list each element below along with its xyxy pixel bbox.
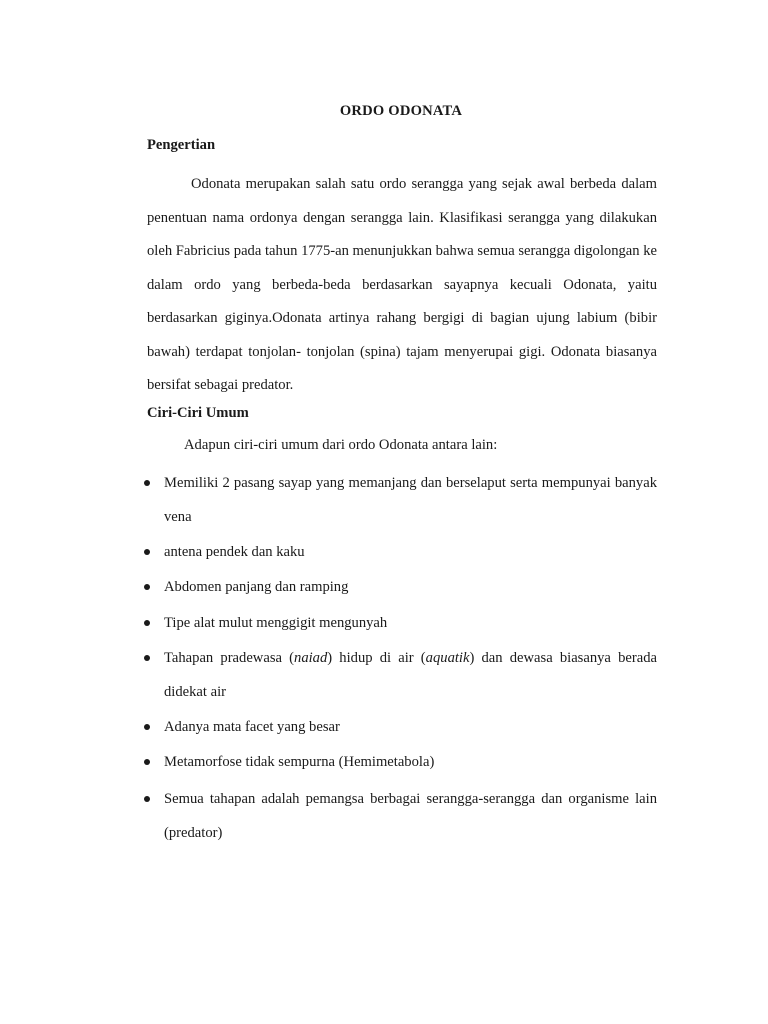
- section-heading-ciri-ciri-umum: Ciri-Ciri Umum: [147, 405, 249, 421]
- paragraph-pengertian: Odonata merupakan salah satu ordo serangga yang sejak awal berbeda dalam penentuan nama ordonya dengan serangga lain. Klasifikasi serangga yang dilakukan oleh Fabricius pada tahun 1775-an menunjukkan bahwa semua serangga digolongan ke dalam ordo yang berbeda-beda berdasarkan sayapnya kecuali Odonata, yaitu berdasarkan giginya.Odonata artinya rahang bergigi di bagian ujung labium (bibir bawah) terdapat tonjolan- tonjolan (spina) tajam menyerupai gigi. Odonata biasanya bersifat sebagai predator.: [147, 176, 657, 393]
- list-item-text: Metamorfose tidak sempurna (Hemimetabola): [164, 754, 435, 770]
- list-item-text: Adanya mata facet yang besar: [164, 719, 340, 735]
- list-item: [164, 782, 657, 850]
- term-naiad: naiad: [294, 650, 328, 666]
- list-item: [164, 641, 657, 709]
- bullet-dot-icon: [144, 549, 150, 555]
- list-item-text: antena pendek dan kaku: [164, 544, 305, 560]
- document-title: ORDO ODONATA: [339, 103, 463, 119]
- bullet-dot-icon: [144, 724, 150, 730]
- bullet-dot-icon: [144, 584, 150, 590]
- list-item: [164, 570, 657, 604]
- list-item-text: Memiliki 2 pasang sayap yang memanjang dan berselaput serta mempunyai banyak vena: [164, 475, 657, 525]
- list-item: [164, 710, 657, 744]
- term-aquatik: aquatik: [425, 650, 470, 666]
- bullet-dot-icon: [144, 759, 150, 765]
- list-item-text: Abdomen panjang dan ramping: [164, 579, 349, 595]
- list-item: [164, 466, 657, 534]
- list-item-text: Tipe alat mulut menggigit mengunyah: [164, 615, 388, 631]
- bullet-dot-icon: [144, 655, 150, 661]
- bullet-dot-icon: [144, 620, 150, 626]
- bullet-dot-icon: [144, 480, 150, 486]
- list-item: [164, 745, 657, 779]
- section-heading-pengertian: Pengertian: [147, 137, 216, 153]
- list-item-text: Semua tahapan adalah pemangsa berbagai serangga-serangga dan organisme lain (predator): [164, 791, 657, 841]
- list-item: [164, 535, 657, 569]
- list-item: [164, 606, 657, 640]
- bullet-dot-icon: [144, 796, 150, 802]
- list-item-text: Tahapan pradewasa (naiad) hidup di air (aquatik) dan dewasa biasanya berada didekat air: [164, 650, 657, 700]
- list-intro: Adapun ciri-ciri umum dari ordo Odonata antara lain:: [184, 437, 498, 453]
